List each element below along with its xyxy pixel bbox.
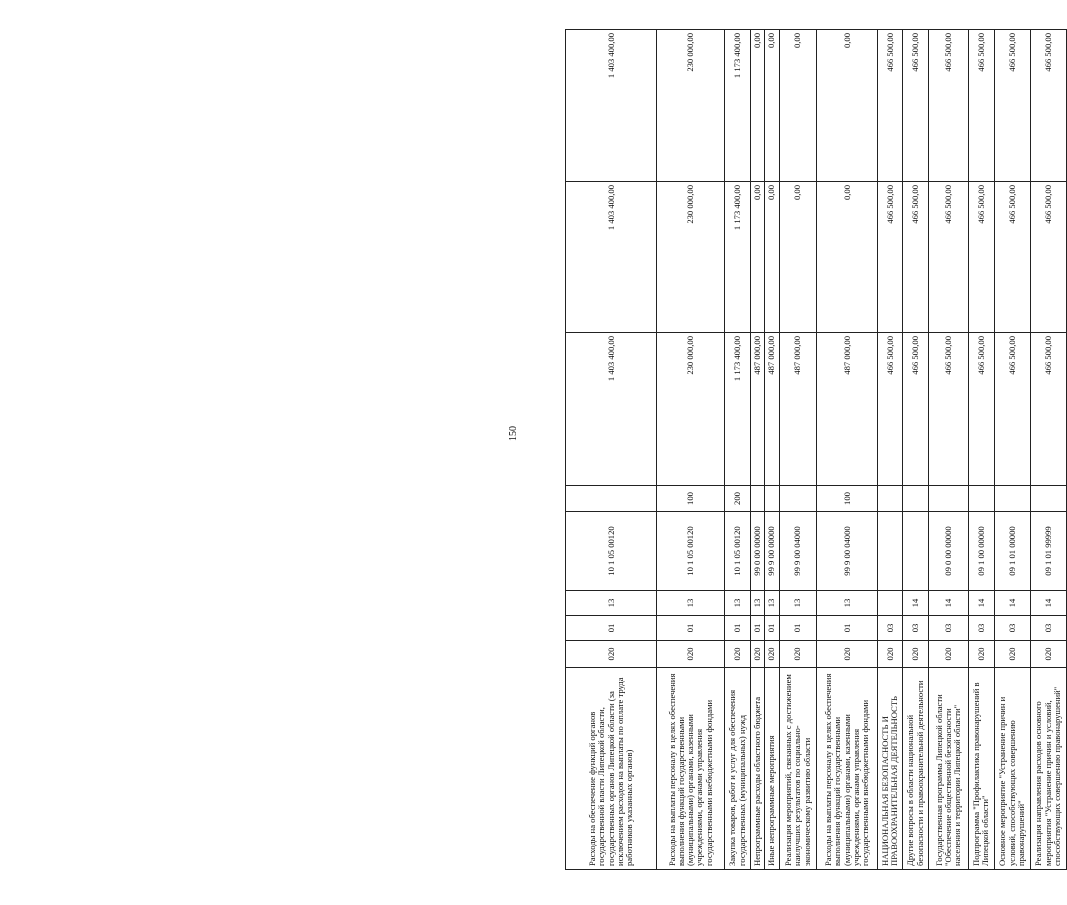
- page-number: 150: [508, 426, 519, 441]
- cell-amount-year3: 466 500,00: [1030, 30, 1066, 182]
- cell-section-code: 03: [929, 616, 969, 641]
- cell-section-code: 01: [725, 616, 751, 641]
- cell-expense-type: [765, 486, 779, 512]
- cell-target-article: 09 0 00 00000: [929, 512, 969, 591]
- cell-section-code: 01: [566, 616, 657, 641]
- cell-section-code: 03: [994, 616, 1030, 641]
- cell-ministry-code: 020: [903, 641, 929, 668]
- cell-section-code: 03: [1030, 616, 1066, 641]
- budget-table: [565, 29, 1067, 870]
- row-name: Государственная программа Липецкой области "Обеспечение общественной безопасности населения и территории Липецкой области": [929, 668, 969, 870]
- cell-ministry-code: 020: [779, 641, 816, 668]
- cell-subsection-code: 13: [817, 591, 878, 616]
- table-row: [657, 30, 725, 870]
- cell-amount-year2: 1 403 400,00: [566, 182, 657, 333]
- cell-expense-type: [878, 486, 903, 512]
- cell-expense-type: 200: [725, 486, 751, 512]
- cell-ministry-code: 020: [566, 641, 657, 668]
- cell-amount-year1: 487 000,00: [765, 333, 779, 486]
- table-row: [566, 30, 657, 870]
- cell-amount-year2: 230 000,00: [657, 182, 725, 333]
- cell-target-article: 99 9 00 00000: [765, 512, 779, 591]
- cell-expense-type: [779, 486, 816, 512]
- cell-amount-year3: 466 500,00: [929, 30, 969, 182]
- cell-ministry-code: 020: [878, 641, 903, 668]
- cell-amount-year2: 466 500,00: [1030, 182, 1066, 333]
- cell-subsection-code: 14: [929, 591, 969, 616]
- cell-ministry-code: 020: [994, 641, 1030, 668]
- cell-target-article: [903, 512, 929, 591]
- cell-ministry-code: 020: [817, 641, 878, 668]
- cell-expense-type: [929, 486, 969, 512]
- cell-target-article: 99 0 00 00000: [751, 512, 765, 591]
- cell-section-code: 03: [903, 616, 929, 641]
- cell-ministry-code: 020: [765, 641, 779, 668]
- cell-section-code: 01: [657, 616, 725, 641]
- cell-section-code: 01: [817, 616, 878, 641]
- cell-ministry-code: 020: [1030, 641, 1066, 668]
- table-row: [779, 30, 816, 870]
- cell-amount-year1: 1 173 400,00: [725, 333, 751, 486]
- cell-amount-year2: 0,00: [817, 182, 878, 333]
- cell-section-code: 03: [968, 616, 994, 641]
- cell-expense-type: [751, 486, 765, 512]
- cell-amount-year3: 466 500,00: [968, 30, 994, 182]
- cell-amount-year1: 487 000,00: [751, 333, 765, 486]
- cell-amount-year2: 466 500,00: [878, 182, 903, 333]
- cell-expense-type: 100: [817, 486, 878, 512]
- cell-expense-type: [994, 486, 1030, 512]
- cell-amount-year2: 466 500,00: [968, 182, 994, 333]
- table-row: [968, 30, 994, 870]
- cell-expense-type: 100: [657, 486, 725, 512]
- cell-amount-year3: 230 000,00: [657, 30, 725, 182]
- cell-subsection-code: 13: [657, 591, 725, 616]
- row-name: Расходы на выплаты персоналу в целях обеспечения выполнения функций государственными (муниципальными) органами, казенными учреждениями, органами управления государственными внебюджетными фондами: [657, 668, 725, 870]
- row-name: Непрограммные расходы областного бюджета: [751, 668, 765, 870]
- cell-section-code: 03: [878, 616, 903, 641]
- cell-amount-year3: 0,00: [765, 30, 779, 182]
- cell-amount-year1: 466 500,00: [994, 333, 1030, 486]
- cell-subsection-code: 14: [903, 591, 929, 616]
- cell-amount-year3: 1 173 400,00: [725, 30, 751, 182]
- cell-amount-year3: 0,00: [817, 30, 878, 182]
- cell-subsection-code: [878, 591, 903, 616]
- cell-amount-year2: 466 500,00: [929, 182, 969, 333]
- cell-amount-year2: 466 500,00: [903, 182, 929, 333]
- cell-expense-type: [903, 486, 929, 512]
- cell-subsection-code: 13: [779, 591, 816, 616]
- cell-target-article: 09 1 01 00000: [994, 512, 1030, 591]
- cell-amount-year2: 1 173 400,00: [725, 182, 751, 333]
- cell-section-code: 01: [779, 616, 816, 641]
- cell-amount-year1: 487 000,00: [817, 333, 878, 486]
- cell-amount-year2: 0,00: [751, 182, 765, 333]
- row-name: Реализация направления расходов основного мероприятия "Устранение причин и условий, способствующих совершению правонарушений": [1030, 668, 1066, 870]
- cell-section-code: 01: [765, 616, 779, 641]
- cell-subsection-code: 14: [968, 591, 994, 616]
- table-row: [725, 30, 751, 870]
- cell-amount-year3: 466 500,00: [994, 30, 1030, 182]
- cell-amount-year1: 466 500,00: [1030, 333, 1066, 486]
- cell-amount-year1: 1 403 400,00: [566, 333, 657, 486]
- cell-amount-year1: 466 500,00: [968, 333, 994, 486]
- cell-subsection-code: 13: [765, 591, 779, 616]
- cell-ministry-code: 020: [929, 641, 969, 668]
- row-name: Иные непрограммные мероприятия: [765, 668, 779, 870]
- cell-amount-year3: 0,00: [751, 30, 765, 182]
- cell-target-article: 10 1 05 00120: [725, 512, 751, 591]
- row-name: Закупка товаров, работ и услуг для обеспечения государственных (муниципальных) нужд: [725, 668, 751, 870]
- cell-ministry-code: 020: [657, 641, 725, 668]
- row-name: Расходы на выплаты персоналу в целях обеспечения выполнения функций государственными (муниципальными) органами, казенными учреждениями, органами управления государственными внебюджетными фондами: [817, 668, 878, 870]
- table-row: [817, 30, 878, 870]
- cell-target-article: 09 1 01 99999: [1030, 512, 1066, 591]
- cell-subsection-code: 14: [1030, 591, 1066, 616]
- row-name: Основное мероприятие "Устранение причин и условий, способствующих совершению правонарушений": [994, 668, 1030, 870]
- cell-expense-type: [566, 486, 657, 512]
- row-name: НАЦИОНАЛЬНАЯ БЕЗОПАСНОСТЬ И ПРАВООХРАНИТЕЛЬНАЯ ДЕЯТЕЛЬНОСТЬ: [878, 668, 903, 870]
- cell-ministry-code: 020: [968, 641, 994, 668]
- budget-table-container: [565, 30, 1067, 870]
- cell-ministry-code: 020: [725, 641, 751, 668]
- cell-target-article: 99 9 00 04000: [779, 512, 816, 591]
- table-row: [929, 30, 969, 870]
- cell-subsection-code: 13: [725, 591, 751, 616]
- cell-amount-year2: 466 500,00: [994, 182, 1030, 333]
- cell-target-article: 09 1 00 00000: [968, 512, 994, 591]
- cell-amount-year3: 0,00: [779, 30, 816, 182]
- table-row: [878, 30, 903, 870]
- cell-amount-year1: 466 500,00: [878, 333, 903, 486]
- row-name: Другие вопросы в области национальной безопасности и правоохранительной деятельности: [903, 668, 929, 870]
- cell-ministry-code: 020: [751, 641, 765, 668]
- cell-target-article: 10 1 05 00120: [657, 512, 725, 591]
- cell-amount-year1: 466 500,00: [929, 333, 969, 486]
- cell-amount-year2: 0,00: [779, 182, 816, 333]
- table-row: [994, 30, 1030, 870]
- table-row: [903, 30, 929, 870]
- row-name: Реализация мероприятий, связанных с достижением наилучших результатов по социально-экономическому развитию области: [779, 668, 816, 870]
- cell-expense-type: [1030, 486, 1066, 512]
- cell-target-article: 99 9 00 04000: [817, 512, 878, 591]
- cell-amount-year1: 466 500,00: [903, 333, 929, 486]
- cell-section-code: 01: [751, 616, 765, 641]
- cell-target-article: 10 1 05 00120: [566, 512, 657, 591]
- table-row: [1030, 30, 1066, 870]
- table-row: [765, 30, 779, 870]
- cell-target-article: [878, 512, 903, 591]
- cell-subsection-code: 13: [566, 591, 657, 616]
- cell-expense-type: [968, 486, 994, 512]
- cell-amount-year3: 466 500,00: [903, 30, 929, 182]
- row-name: Расходы на обеспечение функций органов государственной власти Липецкой области, государственных органов Липецкой области (за исключением расходов на выплаты по оплате труда работников указанных органов): [566, 668, 657, 870]
- cell-amount-year3: 466 500,00: [878, 30, 903, 182]
- cell-amount-year3: 1 403 400,00: [566, 30, 657, 182]
- row-name: Подпрограмма "Профилактика правонарушений в Липецкой области": [968, 668, 994, 870]
- table-row: [751, 30, 765, 870]
- cell-amount-year1: 230 000,00: [657, 333, 725, 486]
- cell-amount-year2: 0,00: [765, 182, 779, 333]
- cell-amount-year1: 487 000,00: [779, 333, 816, 486]
- cell-subsection-code: 13: [751, 591, 765, 616]
- cell-subsection-code: 14: [994, 591, 1030, 616]
